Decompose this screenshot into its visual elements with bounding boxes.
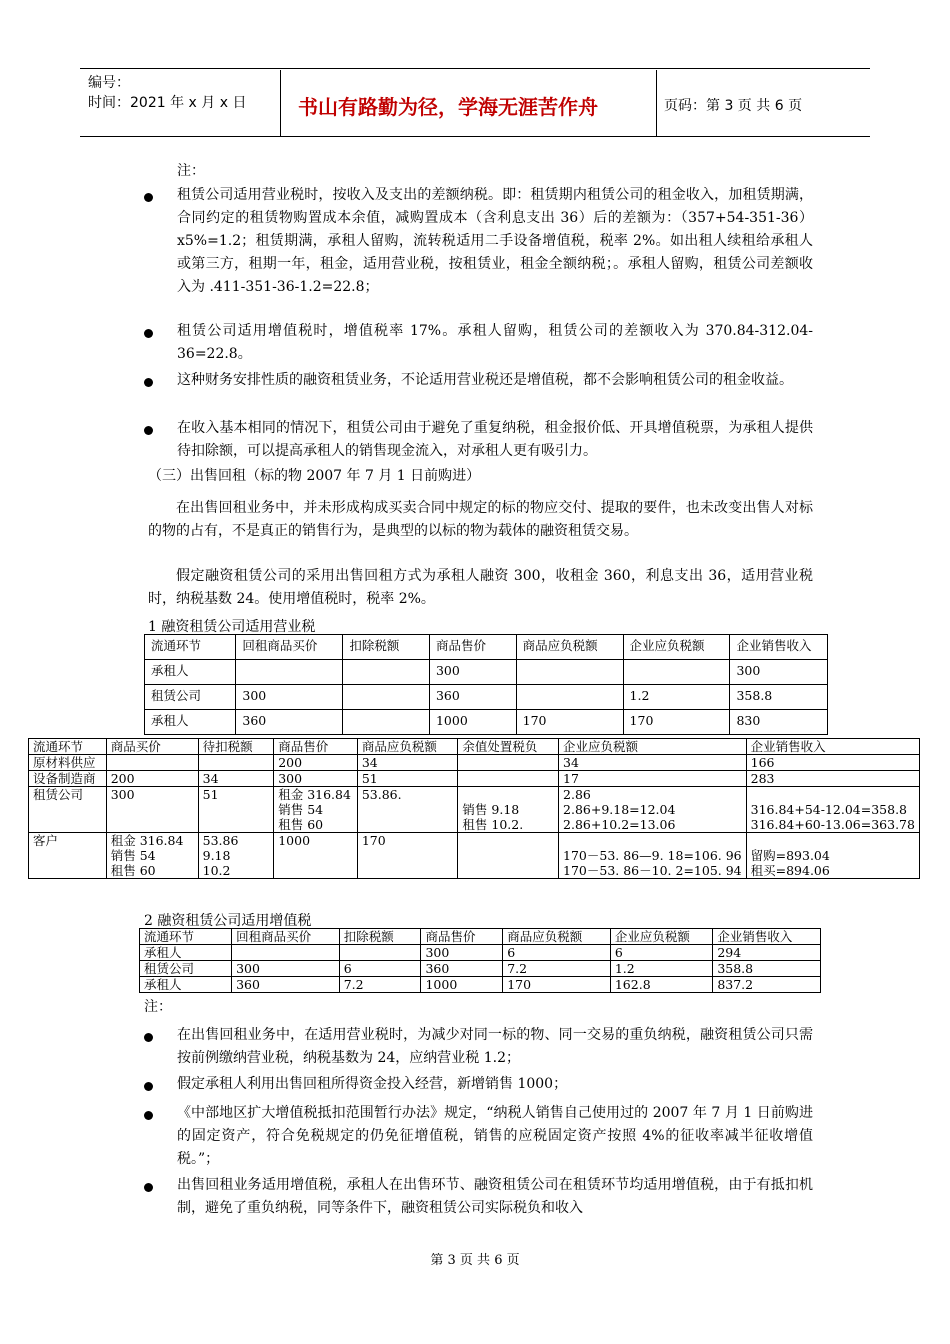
table-cell: 170 <box>357 833 458 879</box>
table-header-cell: 扣除税额 <box>339 929 421 945</box>
table-row <box>145 685 828 710</box>
table-cell: 360 <box>232 977 340 993</box>
table-cell <box>458 755 559 771</box>
table-cell: 承租人 <box>145 660 236 685</box>
table-cell: 承租人 <box>140 945 232 961</box>
table-cell <box>458 833 559 879</box>
table-caption: 1 融资租赁公司适用营业税 <box>148 619 316 635</box>
table-cell: 162.8 <box>610 977 712 993</box>
section-paragraph: 在出售回租业务中，并未形成构成买卖合同中规定的标的物应交付、提取的要件，也未改变出售人对标的物的占有，不是真正的销售行为，是典型的以标的物为载体的融资租赁交易。 <box>148 500 813 539</box>
bullet-icon <box>144 1183 153 1192</box>
table-header-cell: 商品买价 <box>106 739 198 755</box>
table-header-row <box>140 929 821 945</box>
table-header-cell: 企业应负税额 <box>610 929 712 945</box>
tax-comparison-table <box>28 738 920 879</box>
table-cell: 6 <box>503 945 611 961</box>
table-cell: 销售 9.18 租售 10.2. <box>458 787 559 833</box>
table-header-cell: 余值处置税负 <box>458 739 559 755</box>
table-row <box>145 660 828 685</box>
table-cell: 租赁公司 <box>140 961 232 977</box>
table-cell: 170 <box>516 710 623 735</box>
vat-table <box>139 928 821 993</box>
table-cell: 1000 <box>421 977 503 993</box>
section-heading: （三）出售回租（标的物 2007 年 7 月 1 日前购进） <box>148 468 481 484</box>
header-divider <box>656 70 657 136</box>
table-header-cell: 流通环节 <box>145 635 236 660</box>
table-cell: 300 <box>421 945 503 961</box>
table-cell: 316.84+54-12.04=358.8 316.84+60-13.06=363.78 <box>746 787 919 833</box>
notes-title: 注： <box>144 999 172 1015</box>
page-footer: 第 3 页 共 6 页 <box>430 1253 520 1268</box>
table-caption: 2 融资租赁公司适用增值税 <box>144 913 312 929</box>
table-cell: 358.8 <box>730 685 828 710</box>
table-cell <box>198 755 274 771</box>
table-cell: 53.86. <box>357 787 458 833</box>
table-row <box>140 977 821 993</box>
table-cell: 300 <box>236 685 343 710</box>
bullet-icon <box>144 1033 153 1042</box>
table-cell: 200 <box>274 755 358 771</box>
business-tax-table <box>144 634 828 735</box>
table-cell: 53.86 9.18 10.2 <box>198 833 274 879</box>
table-cell: 300 <box>232 961 340 977</box>
table-cell: 2.86 2.86+9.18=12.04 2.86+10.2=13.06 <box>559 787 747 833</box>
header-motto: 书山有路勤为径，学海无涯苦作舟 <box>298 95 598 119</box>
table-cell: 客户 <box>29 833 107 879</box>
table-row <box>145 710 828 735</box>
table-header-cell: 回租商品买价 <box>232 929 340 945</box>
table-cell: 承租人 <box>145 710 236 735</box>
table-cell: 34 <box>559 755 747 771</box>
table-cell: 837.2 <box>713 977 821 993</box>
table-cell <box>516 660 623 685</box>
table-cell <box>458 771 559 787</box>
header-page: 页码：第 3 页 共 6 页 <box>664 98 803 114</box>
table-cell <box>343 685 430 710</box>
table-header-cell: 商品应负税额 <box>516 635 623 660</box>
table-cell: 51 <box>198 787 274 833</box>
table-cell: 租赁公司 <box>29 787 107 833</box>
header-time: 时间：2021 年 x 月 x 日 <box>88 95 247 111</box>
table-header-cell: 企业销售收入 <box>746 739 919 755</box>
header-divider <box>280 70 281 136</box>
table-cell: 170 <box>503 977 611 993</box>
table-cell: 34 <box>357 755 458 771</box>
table-header-cell: 扣除税额 <box>343 635 430 660</box>
table-cell: 170－53. 86—9. 18=106. 96 170－53. 86－10. 2=105. 94 <box>559 833 747 879</box>
bullet-icon <box>144 329 153 338</box>
table-cell: 51 <box>357 771 458 787</box>
table-cell: 1000 <box>429 710 516 735</box>
bullet-icon <box>144 1111 153 1120</box>
note-paragraph: 在出售回租业务中，在适用营业税时，为减少对同一标的物、同一交易的重负纳税，融资租赁公司只需按前例缴纳营业税，纳税基数为 24，应纳营业税 1.2； <box>177 1027 813 1066</box>
table-header-cell: 待扣税额 <box>198 739 274 755</box>
table-header-cell: 回租商品买价 <box>236 635 343 660</box>
section-paragraph: 假定融资租赁公司的采用出售回租方式为承租人融资 300，收租金 360，利息支出 36，适用营业税时，纳税基数 24。使用增值税时，税率 2%。 <box>148 568 813 607</box>
table-cell: 200 <box>106 771 198 787</box>
table-cell: 1.2 <box>610 961 712 977</box>
note-paragraph: 假定承租人利用出售回租所得资金投入经营，新增销售 1000； <box>177 1076 568 1092</box>
table-cell: 294 <box>713 945 821 961</box>
table-cell: 17 <box>559 771 747 787</box>
table-header-cell: 流通环节 <box>29 739 107 755</box>
table-cell: 360 <box>429 685 516 710</box>
table-row <box>29 755 920 771</box>
table-cell: 170 <box>623 710 730 735</box>
table-cell <box>106 755 198 771</box>
table-cell: 166 <box>746 755 919 771</box>
bullet-icon <box>144 378 153 387</box>
table-cell: 300 <box>730 660 828 685</box>
header-top-rule <box>80 68 870 69</box>
table-cell <box>623 660 730 685</box>
table-cell <box>236 660 343 685</box>
note-paragraph: 租赁公司适用增值税时，增值税率 17%。承租人留购，租赁公司的差额收入为 370.84-312.04-36=22.8。 <box>177 323 813 362</box>
table-row <box>29 787 920 833</box>
table-cell: 7.2 <box>339 977 421 993</box>
table-cell: 租金 316.84 销售 54 租售 60 <box>274 787 358 833</box>
header-number: 编号： <box>88 75 130 91</box>
table-header-row <box>145 635 828 660</box>
note-paragraph: 《中部地区扩大增值税抵扣范围暂行办法》规定，“纳税人销售自己使用过的 2007 年 7 月 1 日前购进的固定资产，符合免税规定的仍免征增值税，销售的应税固定资产按照 4%的征收率减半征收增值税。”； <box>177 1105 813 1167</box>
note-paragraph: 出售回租业务适用增值税，承租人在出售环节、融资租赁公司在租赁环节均适用增值税，由于有抵扣机制，避免了重负纳税，同等条件下，融资租赁公司实际税负和收入 <box>177 1177 813 1216</box>
bullet-icon <box>144 193 153 202</box>
table-row <box>140 961 821 977</box>
table-cell <box>232 945 340 961</box>
bullet-icon <box>144 426 153 435</box>
table-row <box>29 833 920 879</box>
table-cell: 300 <box>429 660 516 685</box>
table-cell: 300 <box>106 787 198 833</box>
table-header-cell: 企业应负税额 <box>623 635 730 660</box>
table-cell <box>343 660 430 685</box>
table-header-cell: 商品售价 <box>429 635 516 660</box>
table-header-cell: 商品售价 <box>274 739 358 755</box>
table-row <box>140 945 821 961</box>
table-cell: 留购=893.04 租买=894.06 <box>746 833 919 879</box>
note-paragraph: 租赁公司适用营业税时，按收入及支出的差额纳税。即：租赁期内租赁公司的租金收入，加租赁期满，合同约定的租赁物购置成本余值，减购置成本（含利息支出 36）后的差额为：（357+54-351-36）x5%=1.2；租赁期满，承租人留购，流转税适用二手设备增值税，税率 2%。如出租人续租给承租人或第三方，租期一年，租金，适用营业税，按租赁业，租金全额纳税；。承租人留购，租赁公司差额收入为 .411-351-36-1.2=22.8； <box>177 187 813 295</box>
table-header-cell: 商品售价 <box>421 929 503 945</box>
table-cell: 360 <box>421 961 503 977</box>
table-cell: 7.2 <box>503 961 611 977</box>
table-cell: 358.8 <box>713 961 821 977</box>
table-cell <box>343 710 430 735</box>
table-cell: 360 <box>236 710 343 735</box>
table-cell: 1000 <box>274 833 358 879</box>
table-cell: 租赁公司 <box>145 685 236 710</box>
table-cell: 300 <box>274 771 358 787</box>
header-bottom-rule <box>80 136 870 137</box>
bullet-icon <box>144 1082 153 1091</box>
table-cell <box>339 945 421 961</box>
notes-title: 注： <box>177 163 205 179</box>
table-cell <box>516 685 623 710</box>
table-header-cell: 流通环节 <box>140 929 232 945</box>
note-paragraph: 这种财务安排性质的融资租赁业务，不论适用营业税还是增值税，都不会影响租赁公司的租金收益。 <box>177 372 793 388</box>
table-cell: 租金 316.84 销售 54 租售 60 <box>106 833 198 879</box>
table-header-cell: 商品应负税额 <box>357 739 458 755</box>
table-header-cell: 企业销售收入 <box>713 929 821 945</box>
table-header-row <box>29 739 920 755</box>
note-paragraph: 在收入基本相同的情况下，租赁公司由于避免了重复纳税，租金报价低、开具增值税票，为承租人提供待扣除额，可以提高承租人的销售现金流入，对承租人更有吸引力。 <box>177 420 813 459</box>
table-cell: 6 <box>610 945 712 961</box>
table-cell: 830 <box>730 710 828 735</box>
table-cell: 6 <box>339 961 421 977</box>
table-cell: 设备制造商 <box>29 771 107 787</box>
table-cell: 1.2 <box>623 685 730 710</box>
table-cell: 原材料供应 <box>29 755 107 771</box>
table-header-cell: 企业销售收入 <box>730 635 828 660</box>
table-header-cell: 企业应负税额 <box>559 739 747 755</box>
table-header-cell: 商品应负税额 <box>503 929 611 945</box>
table-row <box>29 771 920 787</box>
table-cell: 承租人 <box>140 977 232 993</box>
table-cell: 34 <box>198 771 274 787</box>
table-cell: 283 <box>746 771 919 787</box>
